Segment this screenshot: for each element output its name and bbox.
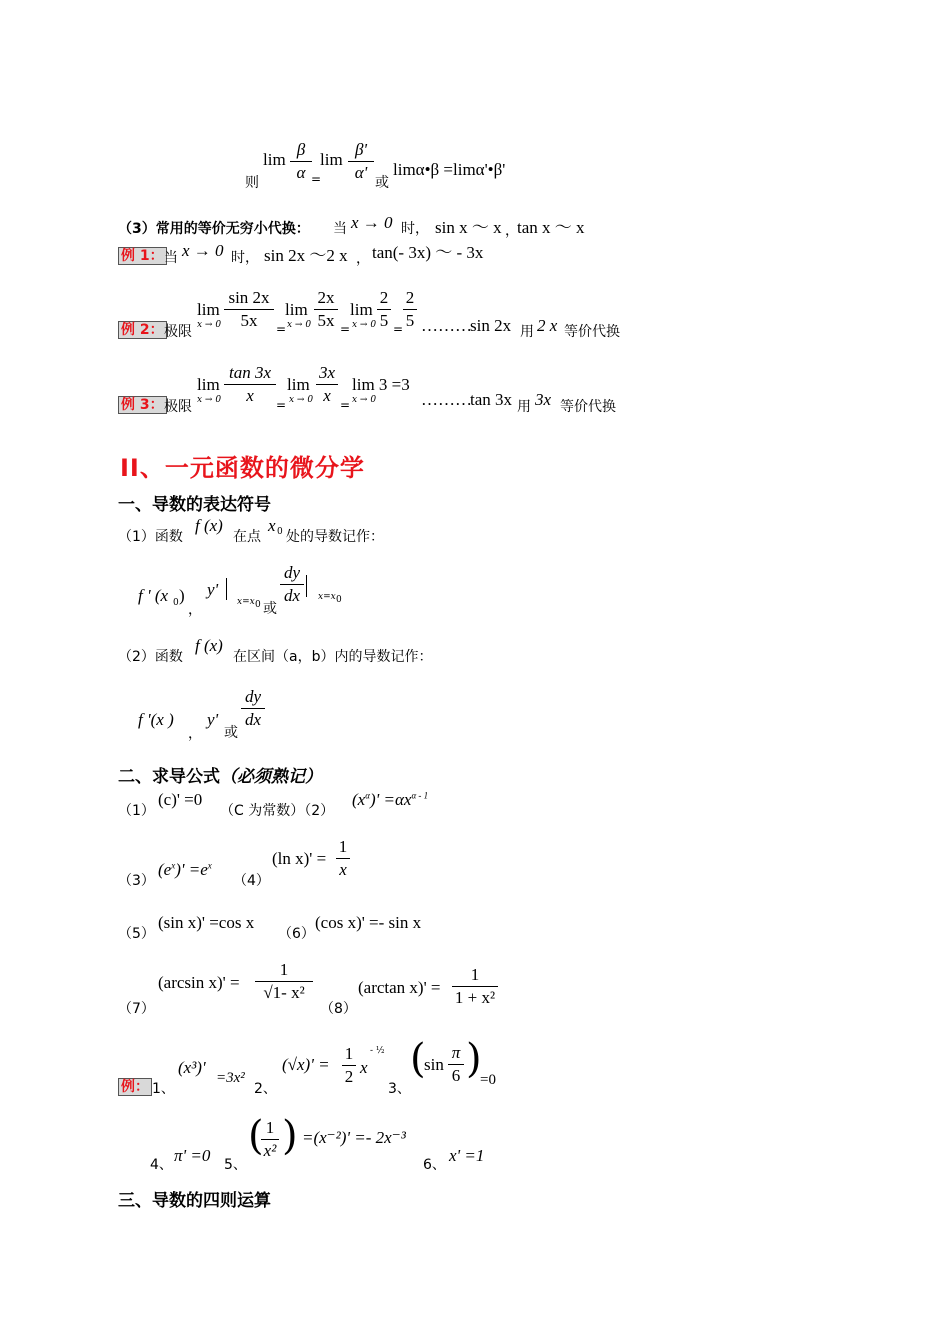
equiv-tan: tan x ～ x [517,218,585,237]
f1-index: （1） [118,803,155,819]
fx: f (x) [195,636,223,655]
lim-text: lim [263,150,286,169]
p1-mid: 在点 [233,529,261,545]
eval-bar [306,575,307,597]
example-tag: 例： [118,1078,152,1096]
huo-text: 或 [224,725,238,741]
ex3-tail-3x: 3x [535,390,552,409]
equals-sign: = [393,322,404,336]
l2-fraction: 1 2 [342,1044,356,1087]
ex3-frac-2: 3x x [316,363,338,406]
l2-exponent: - ½ [370,1046,385,1056]
eval-bar [226,578,227,600]
fx: f (x) [195,516,223,535]
l5-result: =(x⁻²)' =- 2x⁻³ [302,1128,406,1147]
lim-subscript: x → 0 [197,395,222,405]
fraction-beta-alpha: β α [290,140,312,183]
l1-result: =3x² [216,1070,245,1086]
yprime: y' [207,710,219,729]
formula-arctan-fraction: 1 1 + x² [452,965,498,1008]
ex2-frac-4: 2 5 [403,288,417,331]
left-paren: ( [248,1113,264,1159]
equals-sign: = [276,398,287,412]
fprime-x: f '(x ) [138,710,174,729]
l5-fraction: 1 x² [261,1118,279,1161]
l2-index: 2、 [254,1081,277,1097]
eval-cond: x=x [318,592,336,602]
huo-text: 或 [375,175,389,191]
formula-exp: $(e^x)' =e^x$ [158,860,212,879]
lim-subscript: x → 0 [197,320,222,330]
ex1-shi: 时， [231,250,259,266]
l6-x: x' =1 [449,1146,485,1165]
l6-index: 6、 [423,1157,446,1173]
x0: x [268,516,276,535]
sub-zero: 0 [336,595,342,605]
lim-text: lim [197,300,220,319]
l4-pi: π' =0 [174,1146,211,1165]
ex1-sin2x: sin 2x ～2 x [264,246,348,265]
l1-power: (x³)' [178,1058,206,1077]
fraction-beta-alpha-prime: β' α' [348,140,374,183]
section-2-title: 二、求导公式（必须熟记） [118,767,322,787]
lim-text: lim [287,375,310,394]
equiv-cond: x → 0 [351,213,393,232]
lim-subscript: x → 0 [352,320,377,330]
f8-index: （8） [320,1001,357,1017]
product-rule: limα•β =limα'•β' [393,160,506,179]
equiv-dang: 当 [333,221,347,237]
ex1-tan: tan(- 3x) ～ - 3x [372,243,484,262]
equiv-label: （3）常用的等价无穷小代换： [118,221,310,237]
section-1-title: 一、导数的表达符号 [118,495,271,515]
dy-dx-fraction: dy dx [280,563,304,606]
l2-x: x [360,1058,368,1077]
f6-index: （6） [278,926,315,942]
formula-const: (c)' =0 [158,790,203,809]
dengjia-text: 等价代换 [564,324,620,340]
left-paren: ( [410,1036,426,1082]
formula-arcsin: (arcsin x)' = [158,973,240,992]
dots: ……… [421,316,472,335]
equiv-shi: 时， [401,221,429,237]
f3-index: （3） [118,873,155,889]
formula-sin: (sin x)' =cos x [158,913,255,932]
example-2-tag: 例 2： [118,321,167,339]
ex1-comma: ， [356,251,370,267]
ze-text: 则 [245,175,259,191]
sub-zero: 0 [173,598,179,608]
lim-subscript: x → 0 [352,395,377,405]
formula-power: $(x^\alpha)' =\alpha x^{\alpha - 1}$ [352,790,429,809]
equiv-sin: sin x ～ x [435,218,502,237]
formula-arctan: (arctan x)' = [358,978,441,997]
huo-text: 或 [263,601,277,617]
l1-index: 1、 [152,1081,175,1097]
yong-text: 用 [520,324,534,340]
f1-note: （C 为常数）（2） [220,803,335,819]
equals-sign: = [340,322,351,336]
ex2-frac-1: sin 2x 5x [224,288,274,331]
ex3-frac-1: tan 3x x [224,363,276,406]
yprime: y' [207,580,219,599]
formula-ln-fraction: 1 x [336,837,350,880]
l2-sqrt: (√x)' = [282,1055,330,1074]
close-paren: ) [179,586,185,605]
right-paren: ) [282,1113,298,1159]
lim-text: lim [197,375,220,394]
lim-text: lim [285,300,308,319]
dy-dx-fraction: dy dx [241,687,265,730]
ex3-lim3: lim 3 =3 [352,375,410,394]
l5-index: 5、 [224,1157,247,1173]
ex2-frac-3: 2 5 [377,288,391,331]
dots: ……… [421,390,472,409]
f5-index: （5） [118,926,155,942]
equals-sign: = [276,322,287,336]
ex2-jixian: 极限 [164,324,192,340]
l4-index: 4、 [150,1157,173,1173]
f4-index: （4） [233,873,270,889]
ex3-tail-tan3x: tan 3x [470,390,513,409]
lim-subscript: x → 0 [289,395,314,405]
equals-sign: = [340,398,351,412]
yong-text: 用 [517,399,531,415]
example-1-tag: 例 1： [118,247,167,265]
p2-prefix: （2）函数 [118,649,183,665]
l3-fraction: π 6 [448,1043,464,1086]
ex2-tail-2x: 2 x [537,316,558,335]
formula-ln: (ln x)' = [272,849,327,868]
lim-text: lim [350,300,373,319]
l3-result: =0 [480,1072,496,1088]
equals-sign: = [311,172,322,186]
ex1-cond: x → 0 [182,241,224,260]
ex3-jixian: 极限 [164,399,192,415]
right-paren: ) [466,1036,482,1082]
equiv-comma: ， [505,223,519,239]
part-2-title: II、一元函数的微分学 [120,454,365,482]
l3-sin: sin [424,1055,444,1074]
f7-index: （7） [118,1001,155,1017]
dengjia-text: 等价代换 [560,399,616,415]
sub-zero: 0 [255,600,261,610]
formula-cos: (cos x)' =- sin x [315,913,422,932]
ex2-frac-2: 2x 5x [314,288,338,331]
p1-prefix: （1）函数 [118,529,183,545]
lim-text: lim [320,150,343,169]
p1-post: 处的导数记作： [286,529,384,545]
ex2-tail-sin2x: sin 2x [470,316,512,335]
eval-cond: x=x [237,597,255,607]
comma: ， [188,726,202,742]
fprime-x0: f ' (x [138,586,169,605]
example-3-tag: 例 3： [118,396,167,414]
l3-index: 3、 [388,1081,411,1097]
x0-subscript: 0 [277,527,283,537]
formula-arcsin-fraction: 1 √1- x² [255,960,313,1003]
ex1-dang: 当 [164,250,178,266]
lim-subscript: x → 0 [287,320,312,330]
section-3-title: 三、导数的四则运算 [118,1191,271,1211]
p2-post: 在区间（a，b）内的导数记作： [233,649,433,665]
comma: ， [188,602,202,618]
